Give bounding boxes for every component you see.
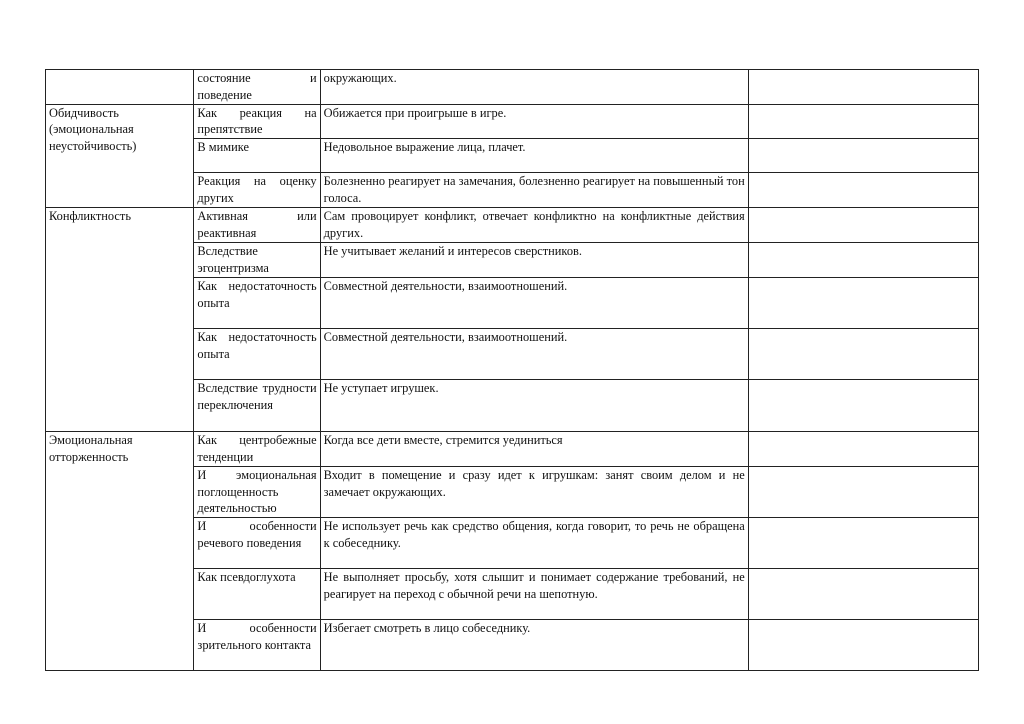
table-cell: Сам провоцирует конфликт, отвечает конфликтно на конфликтные действия других. (320, 208, 748, 243)
table-cell: Вследствие трудности переключения (194, 380, 320, 432)
table-cell (748, 569, 978, 620)
table-cell: Как псевдоглухота (194, 569, 320, 620)
table-cell: Совместной деятельности, взаимоотношений. (320, 329, 748, 380)
table-cell: Входит в помещение и сразу идет к игрушкам: занят своим делом и не замечает окружающих. (320, 466, 748, 517)
table-cell (748, 466, 978, 517)
table-row (46, 104, 979, 139)
table-cell: И эмоциональная поглощенность деятельностью (194, 466, 320, 517)
table-cell (748, 208, 978, 243)
table-cell: И особенности зрительного контакта (194, 620, 320, 671)
table-cell: Недовольное выражение лица, плачет. (320, 139, 748, 173)
category-cell: Конфликтность (46, 208, 194, 432)
table-cell (748, 139, 978, 173)
table-cell (748, 518, 978, 569)
table-cell (748, 278, 978, 329)
table-cell: Не уступает игрушек. (320, 380, 748, 432)
table-cell: Как реакция на препятствие (194, 104, 320, 139)
table-cell (748, 173, 978, 208)
table-cell (748, 70, 978, 105)
table-cell (748, 620, 978, 671)
table-cell: Как недостаточность опыта (194, 278, 320, 329)
table-cell: Избегает смотреть в лицо собеседнику. (320, 620, 748, 671)
table-cell: окружающих. (320, 70, 748, 105)
table-row (46, 70, 979, 105)
category-cell: Обидчивость (эмоциональная неустойчивость) (46, 104, 194, 208)
table-cell: Совместной деятельности, взаимоотношений. (320, 278, 748, 329)
table-cell (748, 329, 978, 380)
category-cell: Эмоциональная отторженность (46, 432, 194, 671)
table-cell: Активная или реактивная (194, 208, 320, 243)
table-cell: Не использует речь как средство общения, когда говорит, то речь не обращена к собеседнику. (320, 518, 748, 569)
table-cell (748, 432, 978, 467)
table-cell: Не выполняет просьбу, хотя слышит и понимает содержание требований, не реагирует на переход с обычной речи на шепотную. (320, 569, 748, 620)
table-cell: Вследствие эгоцентризма (194, 243, 320, 278)
table-cell: Как центробежные тенденции (194, 432, 320, 467)
table-cell: В мимике (194, 139, 320, 173)
table-cell: Не учитывает желаний и интересов сверстников. (320, 243, 748, 278)
table-cell: Болезненно реагирует на замечания, болезненно реагирует на повышенный тон голоса. (320, 173, 748, 208)
table-row (46, 208, 979, 243)
table-row (46, 432, 979, 467)
table-cell: Реакция на оценку других (194, 173, 320, 208)
table-cell: состояние и поведение (194, 70, 320, 105)
table-cell: Как недостаточность опыта (194, 329, 320, 380)
table-cell: Обижается при проигрыше в игре. (320, 104, 748, 139)
table-cell (748, 104, 978, 139)
table-cell (748, 380, 978, 432)
table-cell (46, 70, 194, 105)
table-cell: Когда все дети вместе, стремится уединиться (320, 432, 748, 467)
table-cell: И особенности речевого поведения (194, 518, 320, 569)
assessment-table (45, 69, 979, 671)
table-cell (748, 243, 978, 278)
